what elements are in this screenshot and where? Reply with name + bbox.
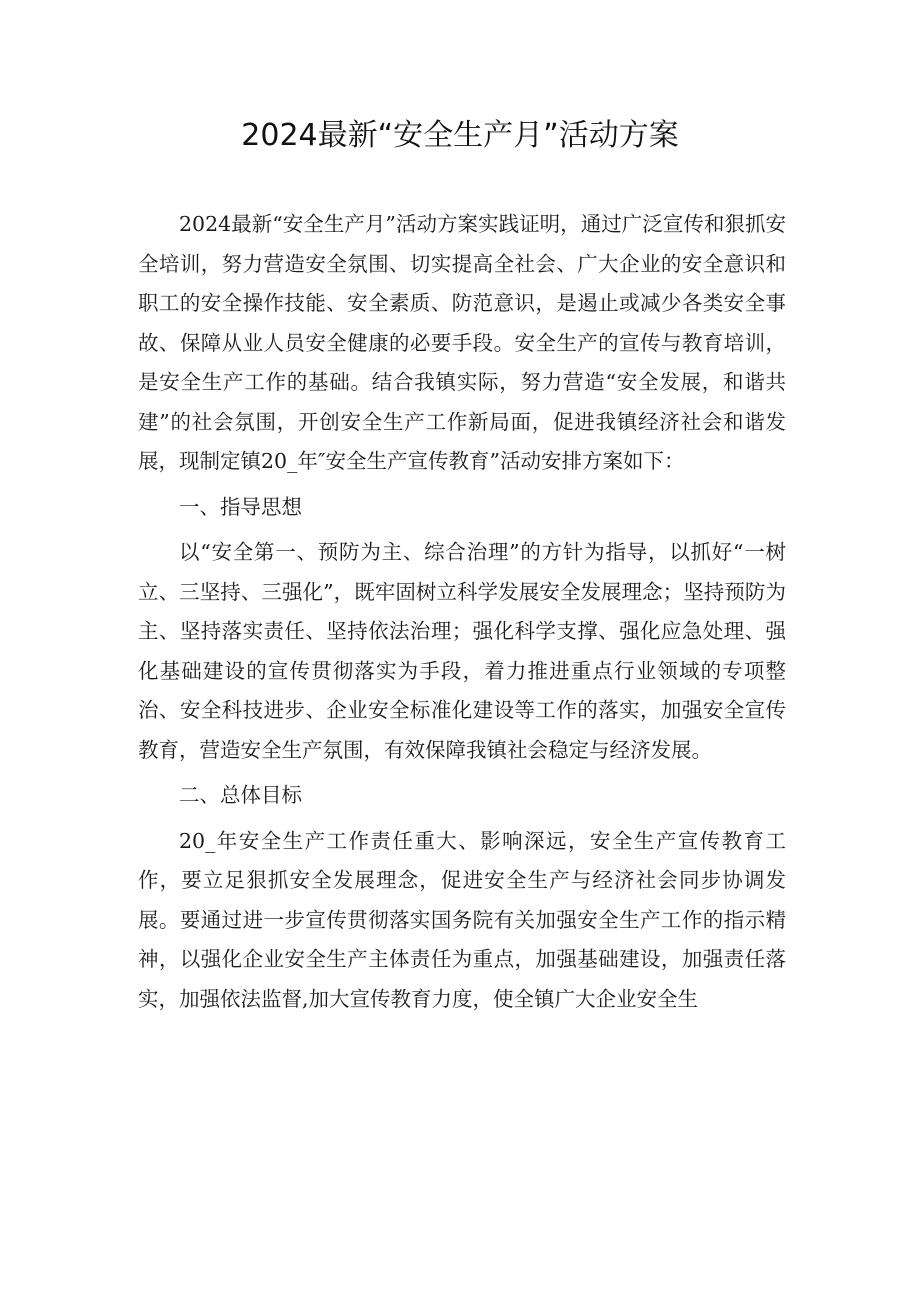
section-heading-overall-goal: 二、总体目标 xyxy=(179,783,302,807)
section-paragraph-guiding-ideology: 以“安全第一、预防为主、综合治理”的方针为指导，以抓好“一树立、三坚持、三强化”，既牢固树立科学发展安全发展理念；坚持预防为主、坚持落实责任、坚持依法治理；强化科学支撑、强化应急处理、强化基础建设的宣传贯彻落实为手段，着力推进重点行业领域的专项整治、安全科技进步、企业安全标准化建设等工作的落实，加强安全宣传教育，营造安全生产氛围，有效保障我镇社会稳定与经济发展。 xyxy=(138,540,786,762)
section-paragraph-overall-goal: 20_年安全生产工作责任重大、影响深远，安全生产宣传教育工作，要立足狠抓安全发展理念，促进安全生产与经济社会同步协调发展。要通过进一步宣传贯彻落实国务院有关加强安全生产工作的指示精神，以强化企业安全生产主体责任为重点，加强基础建设，加强责任落实，加强依法监督,加大宣传教育力度，使全镇广大企业安全生 xyxy=(138,828,786,1011)
document-title: 2024最新“安全生产月”活动方案 xyxy=(241,118,679,153)
intro-paragraph: 2024最新“安全生产月”活动方案实践证明，通过广泛宣传和狠抓安全培训，努力营造安全氛围、切实提高全社会、广大企业的安全意识和职工的安全操作技能、安全素质、防范意识，是遏止或减少各类安全事故、保障从业人员安全健康的必要手段。安全生产的宣传与教育培训，是安全生产工作的基础。结合我镇实际，努力营造“安全发展，和谐共建”的社会氛围，开创安全生产工作新局面，促进我镇经济社会和谐发展，现制定镇20_年″安全生产宣传教育”活动安排方案如下： xyxy=(138,212,786,473)
document-body xyxy=(138,205,786,1019)
section-heading-guiding-ideology: 一、指导思想 xyxy=(179,494,302,519)
